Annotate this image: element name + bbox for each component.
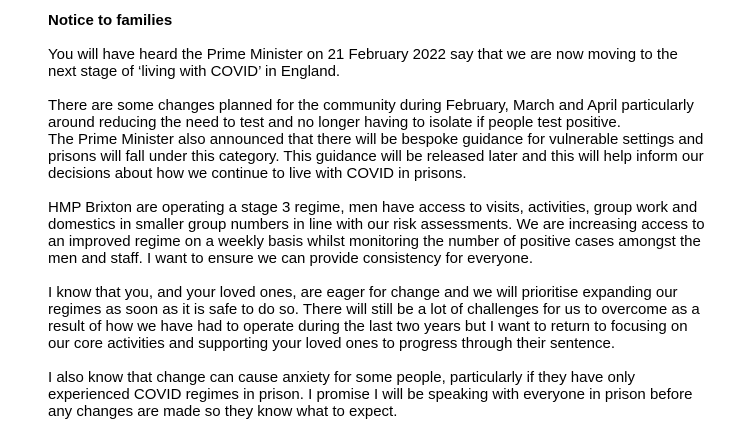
paragraph-line: domestics in smaller group numbers in line with our risk assessments. We are increasing access to — [48, 216, 705, 233]
paragraph-line: I also know that change can cause anxiety for some people, particularly if they have only — [48, 369, 635, 386]
notice-title: Notice to families — [48, 12, 173, 29]
paragraph-line: result of how we have had to operate during the last two years but I want to return to focusing on — [48, 318, 688, 335]
paragraph-line: our core activities and supporting your loved ones to progress through their sentence. — [48, 335, 615, 352]
paragraph-line: experienced COVID regimes in prison. I promise I will be speaking with everyone in prison before — [48, 386, 693, 403]
paragraph-line: I know that you, and your loved ones, are eager for change and we will prioritise expanding our — [48, 284, 678, 301]
paragraph-line: prisons will fall under this category. This guidance will be released later and this will help inform our — [48, 148, 704, 165]
paragraph-line: There are some changes planned for the community during February, March and April particularly — [48, 97, 694, 114]
notice-document — [48, 12, 748, 437]
paragraph-line: The Prime Minister also announced that there will be bespoke guidance for vulnerable settings and — [48, 131, 704, 148]
paragraph-line: decisions about how we continue to live with COVID in prisons. — [48, 165, 467, 182]
paragraph-line: next stage of ‘living with COVID’ in England. — [48, 63, 341, 80]
paragraph-line: HMP Brixton are operating a stage 3 regime, men have access to visits, activities, group work and — [48, 199, 698, 216]
paragraph-line: men and staff. I want to ensure we can provide consistency for everyone. — [48, 250, 533, 267]
paragraph-line: regimes as soon as it is safe to do so. There will still be a lot of challenges for us to overcome as a — [48, 301, 700, 318]
paragraph-community-changes — [48, 97, 748, 182]
paragraph-line: any changes are made so they know what to expect. — [48, 403, 398, 420]
paragraph-living-with-covid — [48, 46, 748, 80]
paragraph-stage-3-regime — [48, 199, 748, 267]
paragraph-line: You will have heard the Prime Minister on 21 February 2022 say that we are now moving to the — [48, 46, 678, 63]
paragraph-line: an improved regime on a weekly basis whilst monitoring the number of positive cases amongst the — [48, 233, 701, 250]
paragraph-anxiety — [48, 369, 748, 420]
paragraph-line: around reducing the need to test and no longer having to isolate if people test positive. — [48, 114, 621, 131]
paragraph-eager-for-change — [48, 284, 748, 352]
